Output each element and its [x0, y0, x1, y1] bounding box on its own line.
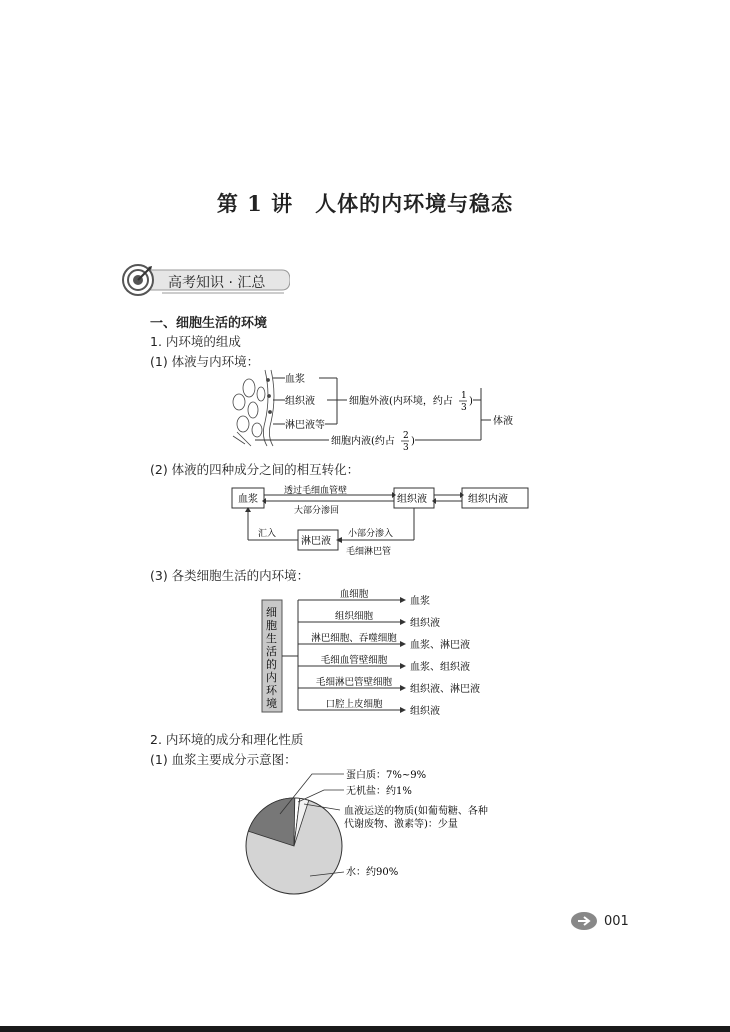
cell-type-label: 口腔上皮细胞	[325, 699, 383, 710]
side-label-char: 境	[266, 697, 277, 710]
cell-type-label: 组织细胞	[334, 611, 374, 622]
cell-cluster-illustration	[233, 370, 274, 446]
subheading-2: 2. 内环境的成分和理化性质	[150, 732, 304, 747]
item-2: (2) 体液的四种成分之间的相互转化：	[150, 462, 360, 477]
cell-type-label: 淋巴细胞、吞噬细胞	[311, 633, 397, 644]
side-label-char: 生	[266, 632, 277, 645]
protein-label: 蛋白质：7%~9%	[346, 770, 427, 781]
row-arrow	[400, 597, 406, 603]
salt-label: 无机盐：约1%	[346, 786, 412, 797]
intracellular-box: 组织内液	[468, 494, 508, 505]
icf-label: 细胞内液(约占	[331, 436, 395, 447]
target-icon	[123, 265, 153, 295]
ecf-label: 细胞外液(内环境，约占	[349, 396, 453, 407]
side-label-text	[266, 606, 278, 710]
mostly-back-label: 大部分渗回	[294, 506, 340, 516]
cell-environment-diagram	[258, 586, 498, 720]
side-label-char: 环	[266, 684, 277, 697]
bottom-edge	[0, 1026, 730, 1032]
page-arrow-icon	[570, 910, 600, 932]
ecf-fraction-num: 1	[461, 391, 467, 401]
cell-type-label: 毛细血管壁细胞	[320, 655, 388, 666]
lymph-label: 淋巴液等	[285, 420, 325, 431]
svg-text:): )	[469, 396, 473, 407]
lymph-box: 淋巴液	[301, 536, 331, 547]
row-arrow	[400, 707, 406, 713]
body-fluid-label: 体液	[493, 416, 513, 427]
row-arrow	[400, 685, 406, 691]
environment-label: 血浆、淋巴液	[410, 640, 470, 651]
side-label-char: 的	[266, 658, 277, 671]
subheading-1: 1. 内环境的组成	[150, 334, 241, 349]
section-heading: 一、细胞生活的环境	[150, 316, 268, 331]
cell-type-label: 血细胞	[339, 589, 369, 600]
icf-fraction-num: 2	[403, 431, 409, 441]
plasma-box: 血浆	[238, 494, 258, 505]
page-number: 001	[604, 914, 629, 929]
side-label-char: 活	[266, 645, 277, 658]
small-part-label: 小部分渗入	[348, 529, 394, 539]
tissue-fluid-label: 组织液	[285, 396, 315, 407]
plasma-label: 血浆	[285, 374, 305, 385]
transported-label-1: 血液运送的物质(如葡萄糖、各种	[344, 806, 488, 817]
through-wall-label: 透过毛细血管壁	[284, 486, 348, 496]
environment-label: 组织液	[410, 706, 440, 717]
plasma-composition-pie	[240, 764, 540, 904]
capillary-lymph-label: 毛细淋巴管	[346, 547, 392, 557]
environment-label: 血浆、组织液	[410, 662, 470, 673]
page-title: 第 1 讲 人体的内环境与稳态	[216, 191, 514, 216]
fluid-conversion-diagram	[228, 482, 533, 560]
ecf-fraction-den: 3	[461, 403, 467, 413]
converge-label: 汇入	[258, 529, 277, 539]
environment-label: 组织液	[410, 618, 440, 629]
body-fluid-diagram	[225, 366, 535, 452]
side-label-char: 胞	[266, 619, 277, 632]
side-label-char: 细	[266, 606, 277, 619]
environment-label: 组织液、淋巴液	[410, 684, 480, 695]
item-3: (3) 各类细胞生活的内环境：	[150, 568, 310, 583]
row-arrow	[400, 641, 406, 647]
item-4: (1) 血浆主要成分示意图：	[150, 752, 297, 767]
banner-label: 高考知识 · 汇总	[168, 275, 266, 291]
svg-text:): )	[411, 436, 415, 447]
row-arrow	[400, 663, 406, 669]
cell-type-label: 毛细淋巴管壁细胞	[315, 677, 393, 688]
transported-label-2: 代谢废物、激素等)：少量	[344, 819, 458, 830]
row-arrow	[400, 619, 406, 625]
water-label: 水：约90%	[346, 867, 399, 878]
tissue-box: 组织液	[397, 494, 427, 505]
icf-fraction-den: 3	[403, 443, 409, 452]
environment-label: 血浆	[410, 596, 430, 607]
item-1: (1) 体液与内环境：	[150, 354, 260, 369]
side-label-char: 内	[266, 671, 277, 684]
